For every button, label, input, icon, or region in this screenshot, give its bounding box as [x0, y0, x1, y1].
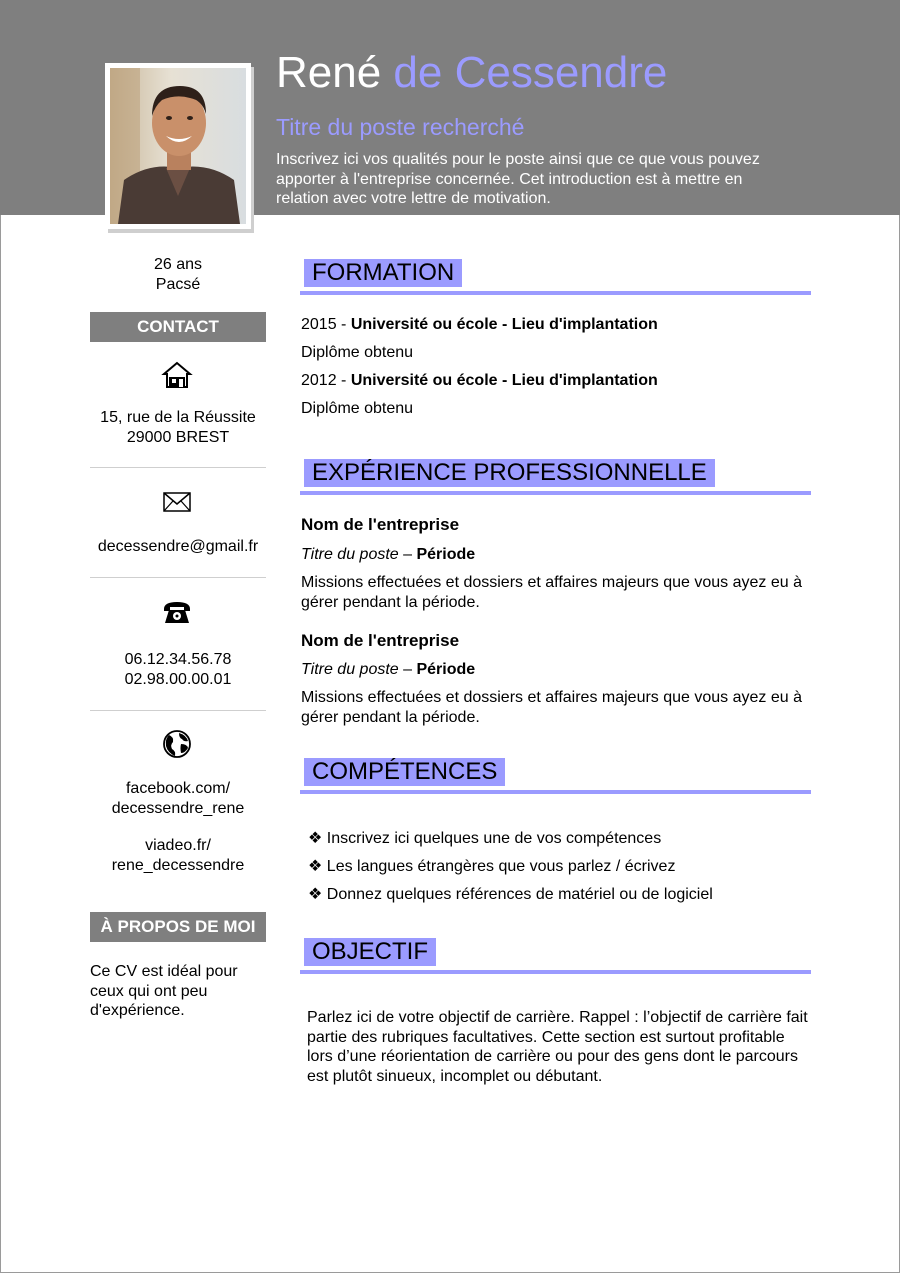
missions-text: Missions effectuées et dossiers et affaires majeurs que vous ayez eu à gérer pendant la période. — [301, 689, 803, 726]
diamond-bullet-icon: ❖ — [308, 886, 323, 903]
position-period: Période — [416, 546, 476, 563]
formation-entry — [301, 315, 658, 335]
phone-landline: 02.98.00.00.01 — [124, 670, 232, 688]
last-name: de Cessendre — [393, 48, 668, 97]
position-title: Titre du poste — [301, 546, 399, 563]
address — [90, 408, 266, 447]
section-title-objectif: OBJECTIF — [304, 938, 436, 966]
divider — [90, 710, 266, 711]
marital-status: Pacsé — [155, 275, 201, 293]
formation-school: Université ou école - Lieu d'implantation — [350, 316, 658, 333]
viadeo-line-2: rene_decessendre — [111, 856, 245, 874]
section-rule — [300, 491, 811, 495]
separator: - — [336, 372, 351, 389]
section-title-experience: EXPÉRIENCE PROFESSIONNELLE — [304, 459, 715, 487]
section-title-competences: COMPÉTENCES — [304, 758, 505, 786]
separator: – — [398, 546, 417, 563]
section-rule — [300, 790, 811, 794]
position-line — [301, 660, 475, 680]
facebook-link[interactable] — [90, 779, 266, 818]
facebook-line-2: decessendre_rene — [111, 799, 245, 817]
formation-year: 2015 — [301, 316, 337, 333]
competence-text: Les langues étrangères que vous parlez / écrivez — [326, 858, 676, 875]
viadeo-line-1: viadeo.fr/ — [145, 837, 211, 854]
candidate-name — [276, 48, 667, 98]
globe-icon — [160, 729, 194, 759]
profile-photo-frame — [105, 63, 251, 229]
about-text: Ce CV est idéal pour ceux qui ont peu d'expérience. — [90, 963, 238, 1019]
company-name: Nom de l'entreprise — [301, 515, 460, 534]
position-line — [301, 545, 475, 565]
section-rule — [300, 970, 811, 974]
formation-school: Université ou école - Lieu d'implantation — [350, 372, 658, 389]
company-name: Nom de l'entreprise — [301, 631, 460, 650]
divider — [90, 577, 266, 578]
job-title: Titre du poste recherché — [276, 114, 525, 140]
position-title: Titre du poste — [301, 661, 399, 678]
competence-text: Donnez quelques références de matériel ou de logiciel — [326, 886, 713, 903]
age: 26 ans — [153, 256, 203, 273]
formation-entry — [301, 371, 658, 391]
house-icon — [160, 361, 194, 391]
personal-info — [90, 255, 266, 294]
phones — [90, 650, 266, 689]
section-rule — [300, 291, 811, 295]
contact-heading: CONTACT — [90, 312, 266, 342]
address-line-2: 29000 BREST — [126, 428, 230, 446]
section-title-formation: FORMATION — [304, 259, 462, 287]
telephone-icon — [160, 598, 194, 628]
address-line-1: 15, rue de la Réussite — [100, 409, 256, 426]
divider — [90, 467, 266, 468]
competence-item — [308, 884, 713, 904]
email[interactable]: decessendre@gmail.fr — [97, 538, 259, 555]
first-name: René — [276, 48, 382, 97]
competence-item — [308, 828, 661, 848]
formation-year: 2012 — [301, 372, 337, 389]
formation-diploma: Diplôme obtenu — [301, 344, 414, 361]
viadeo-link[interactable] — [90, 836, 266, 875]
missions-text: Missions effectuées et dossiers et affaires majeurs que vous ayez eu à gérer pendant la période. — [301, 574, 803, 611]
competence-text: Inscrivez ici quelques une de vos compétences — [326, 830, 662, 847]
objective-text: Parlez ici de votre objectif de carrière. Rappel : l’objectif de carrière fait partie des rubriques facultatives. Cette section est surtout profitable lors d’une réorientation de carrière ou pour des gens dont le parcours est plutôt sinueux, incomplet ou débutant. — [307, 1009, 808, 1085]
position-period: Période — [416, 661, 476, 678]
profile-photo — [110, 68, 246, 224]
about-heading: À PROPOS DE MOI — [90, 912, 266, 942]
separator: - — [336, 316, 351, 333]
diamond-bullet-icon: ❖ — [308, 830, 323, 847]
phone-mobile: 06.12.34.56.78 — [124, 651, 232, 668]
separator: – — [398, 661, 417, 678]
intro-text: Inscrivez ici vos qualités pour le poste ainsi que ce que vous pouvez apporter à l'entreprise concernée. Cet introduction est à mettre en relation avec votre lettre de motivation. — [276, 151, 760, 207]
envelope-icon — [160, 488, 194, 518]
formation-diploma: Diplôme obtenu — [301, 400, 414, 417]
facebook-line-1: facebook.com/ — [125, 780, 231, 797]
diamond-bullet-icon: ❖ — [308, 858, 323, 875]
competence-item — [308, 856, 675, 876]
